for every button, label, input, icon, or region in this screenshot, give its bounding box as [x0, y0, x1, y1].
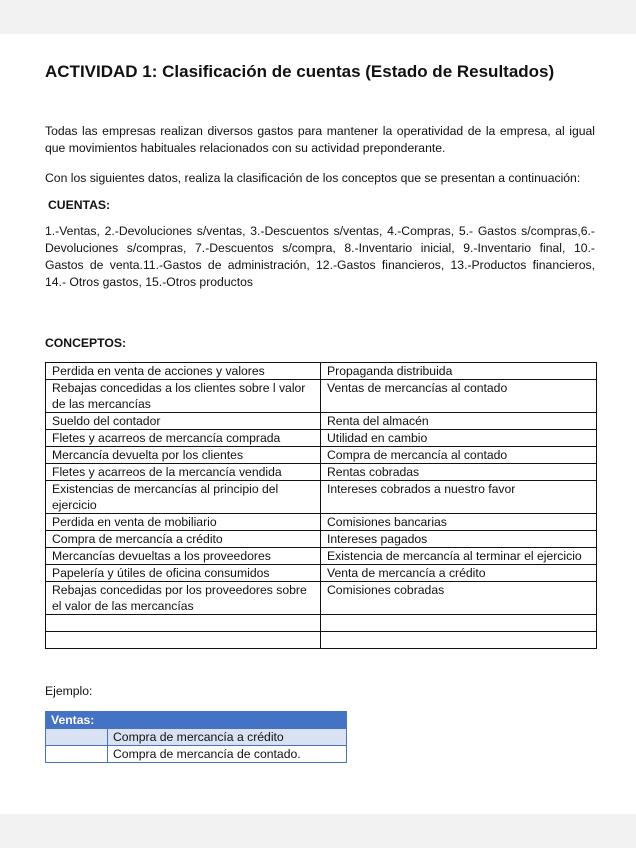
ejemplo-table [45, 711, 347, 763]
table-row-empty [46, 632, 597, 649]
page-title: ACTIVIDAD 1: Clasificación de cuentas (Estado de Resultados) [45, 62, 555, 81]
intro-paragraph: Todas las empresas realizan diversos gastos para mantener la operatividad de la empresa, al igual que movimientos habituales relacionados con su actividad preponderante. [45, 124, 595, 155]
table-cell: Papelería y útiles de oficina consumidos [46, 565, 321, 582]
ejemplo-cell: Compra de mercancía de contado. [108, 746, 347, 763]
conceptos-table [45, 362, 597, 649]
ejemplo-cell-empty [46, 729, 108, 746]
ejemplo-row [46, 746, 347, 763]
ejemplo-header-cell: Ventas: [46, 712, 347, 729]
table-cell: Perdida en venta de acciones y valores [46, 363, 321, 380]
table-row [46, 447, 597, 464]
table-cell: Propaganda distribuida [321, 363, 597, 380]
cuentas-heading: CUENTAS: [48, 198, 111, 212]
table-cell: Intereses cobrados a nuestro favor [321, 481, 597, 514]
table-cell-empty [46, 615, 321, 632]
table-row [46, 430, 597, 447]
table-row [46, 363, 597, 380]
table-cell: Venta de mercancía a crédito [321, 565, 597, 582]
document-page [0, 34, 636, 814]
table-cell-empty [321, 632, 597, 649]
table-cell: Ventas de mercancías al contado [321, 380, 597, 413]
table-row [46, 514, 597, 531]
table-row [46, 481, 597, 514]
table-row [46, 548, 597, 565]
table-cell: Sueldo del contador [46, 413, 321, 430]
ejemplo-header-row [46, 712, 347, 729]
table-row [46, 380, 597, 413]
table-cell: Compra de mercancía a crédito [46, 531, 321, 548]
table-cell: Rebajas concedidas a los clientes sobre l valor de las mercancías [46, 380, 321, 413]
table-cell: Utilidad en cambio [321, 430, 597, 447]
table-cell: Perdida en venta de mobiliario [46, 514, 321, 531]
cuentas-list: 1.-Ventas, 2.-Devoluciones s/ventas, 3.-Descuentos s/ventas, 4.-Compras, 5.- Gastos s/compras,6.- Devoluciones s/compras, 7.-Descuentos s/compra, 8.-Inventario inicial, 9.-Inventario final, 10.- Gastos de venta.11.-Gastos de administración, 12.-Gastos financieros, 13.-Productos financieros, 14.- Otros gastos, 15.-Otros productos [45, 224, 595, 289]
table-row [46, 582, 597, 615]
conceptos-heading: CONCEPTOS: [45, 336, 127, 350]
table-cell: Comisiones bancarias [321, 514, 597, 531]
ejemplo-row [46, 729, 347, 746]
table-cell: Mercancías devueltas a los proveedores [46, 548, 321, 565]
table-cell-empty [321, 615, 597, 632]
table-row [46, 565, 597, 582]
ejemplo-heading: Ejemplo: [45, 684, 93, 698]
table-row [46, 413, 597, 430]
ejemplo-cell: Compra de mercancía a crédito [108, 729, 347, 746]
table-cell: Comisiones cobradas [321, 582, 597, 615]
table-cell: Mercancía devuelta por los clientes [46, 447, 321, 464]
table-cell: Compra de mercancía al contado [321, 447, 597, 464]
table-cell: Intereses pagados [321, 531, 597, 548]
table-cell: Fletes y acarreos de la mercancía vendida [46, 464, 321, 481]
table-cell: Renta del almacén [321, 413, 597, 430]
instruction-paragraph: Con los siguientes datos, realiza la clasificación de los conceptos que se presentan a continuación: [45, 171, 581, 185]
table-row-empty [46, 615, 597, 632]
table-row [46, 531, 597, 548]
table-cell: Rentas cobradas [321, 464, 597, 481]
table-cell: Fletes y acarreos de mercancía comprada [46, 430, 321, 447]
ejemplo-cell-empty [46, 746, 108, 763]
table-cell-empty [46, 632, 321, 649]
table-cell: Existencia de mercancía al terminar el ejercicio [321, 548, 597, 565]
table-row [46, 464, 597, 481]
table-cell: Existencias de mercancías al principio del ejercicio [46, 481, 321, 514]
table-cell: Rebajas concedidas por los proveedores sobre el valor de las mercancías [46, 582, 321, 615]
